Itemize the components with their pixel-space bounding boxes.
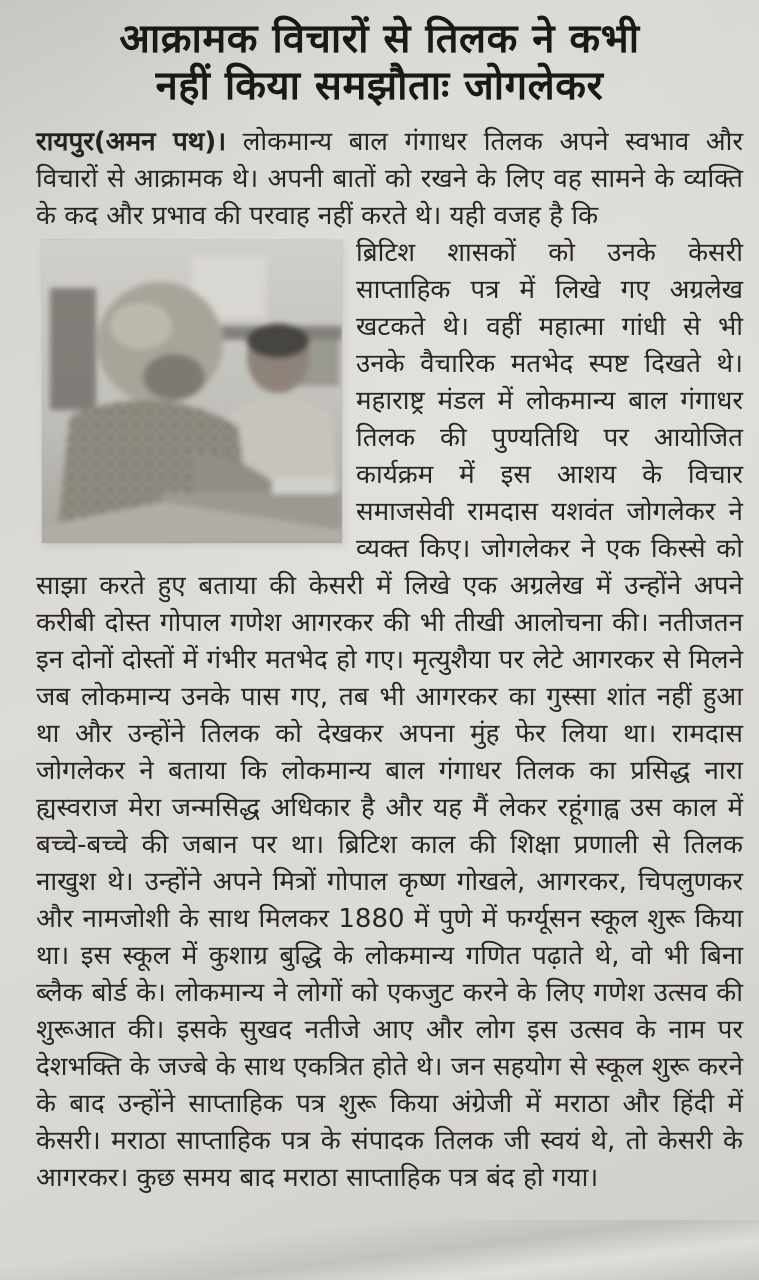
headline-line-2: नहीं किया समझौताः जोगलेकर: [155, 62, 604, 109]
lead-paragraph: [36, 124, 743, 235]
photo-illustration: [42, 240, 342, 543]
article-body: [0, 120, 759, 1197]
article-headline: [10, 16, 749, 110]
dateline: रायपुर(अमन पथ)।: [36, 126, 227, 157]
headline-line-1: आक्रामक विचारों से तिलक ने कभी: [119, 16, 640, 62]
beside-photo-text: ब्रिटिश शासकों को उनके केसरी साप्ताहिक पत्र में लिखे गए अग्रलेख खटकते थे। वहीं महात्मा गांधी से भी उनके वैचारिक मतभेद स्पष्ट दिखते थे। महाराष्ट्र मंडल में लोकमान्य बाल गंगाधर तिलक की पुण्यतिथि पर आयोजित कार्यक्रम में इस आशय के विचार समाजसेवी रामदास यशवंत जोगलेकर ने व्यक्त किए। जोगलेकर ने एक किस्से को साझा करते हुए बताया: [36, 237, 743, 601]
main-paragraph: [36, 235, 743, 1197]
lead-text: लोकमान्य बाल गंगाधर तिलक अपने स्वभाव और विचारों से आक्रामक थे। अपनी बातों को रखने के लिए वह सामने के व्यक्ति के कद और प्रभाव की परवाह नहीं करते थे। यही वजह है कि: [36, 126, 744, 231]
paper-fold-shadow: [0, 1220, 759, 1280]
two-men-at-table-photo: [42, 240, 342, 543]
continuation-text: की केसरी में लिखे एक अग्रलेख में उन्होंने अपने करीबी दोस्त गोपाल गणेश आगरकर की भी तीखी आलोचना की। नतीजतन इन दोनों दोस्तों में गंभीर मतभेद हो गए। मृत्युशैया पर लेटे आगरकर से मिलने जब लोकमान्य उनके पास गए, तब भी आगरकर का गुस्सा शांत नहीं हुआ था और उन्होंने तिलक को देखकर अपना मुंह फेर लिया था। रामदास जोगलेकर ने बताया कि लोकमान्य बाल गंगाधर तिलक का प्रसिद्ध नारा ह्यस्वराज मेरा जन्मसिद्ध अधिकार है और यह मैं लेकर रहूंगाह्व उस काल में बच्चे-बच्चे की जबान पर था। ब्रिटिश काल की शिक्षा प्रणाली से तिलक नाखुश थे। उन्होंने अपने मित्रों गोपाल कृष्ण गोखले, आगरकर, चिपलुणकर और नामजोशी के साथ मिलकर 1880 में पुणे में फर्ग्यूसन स्कूल शुरू किया था। इस स्कूल में कुशाग्र बुद्धि के लोकमान्य गणित पढ़ाते थे, वो भी बिना ब्लैक बोर्ड के। लोकमान्य ने लोगों को एकजुट करने के लिए गणेश उत्सव की शुरूआत की। इसके सुखद नतीजे आए और लोग इस उत्सव के नाम पर देशभक्ति के जज्बे के साथ एकत्रित होते थे। जन सहयोग से स्कूल शुरू करने के बाद उन्होंने साप्ताहिक पत्र शुरू किया अंग्रेजी में मराठा और हिंदी में केसरी। मराठा साप्ताहिक पत्र के संपादक तिलक जी स्वयं थे, तो केसरी के आगरकर। कुछ समय बाद मराठा साप्ताहिक पत्र बंद हो गया।: [36, 570, 743, 1193]
